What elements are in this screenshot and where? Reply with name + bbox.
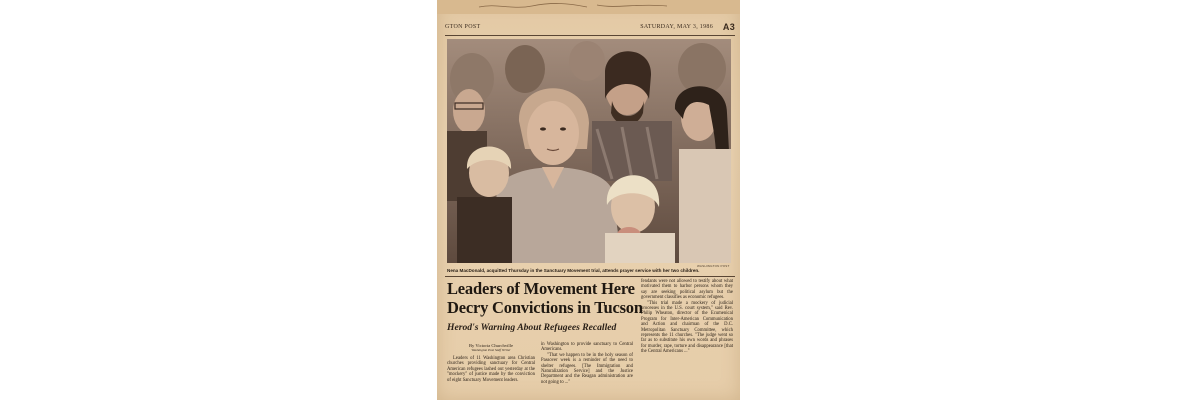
photo-credit: WASHINGTON POST [697, 264, 730, 268]
masthead-rule [445, 35, 735, 36]
headline-line-2: Decry Convictions in Tucson [447, 298, 643, 317]
handwritten-scribble [477, 1, 677, 11]
article-column-1 [447, 356, 535, 383]
col3-paragraph-2: "This trial made a mockery of judicial processes in the U.S. court system," said Rev. Philip Wheaton, director of the Ecumenical Program for Inter-American Communication and Action and chairman of the D.C. Metropolitan Sanctuary Committee, which represents the 11 churches. "The judge went so far as to substitute his own words and phrases for murder, rape, torture and disappearance [that the Central Americans ..." [641, 300, 733, 355]
headline-line-1: Leaders of Movement Here [447, 279, 635, 298]
byline-staff: Washington Post Staff Writer [471, 348, 511, 353]
masthead [445, 22, 735, 34]
photo-illustration [447, 39, 731, 263]
issue-date: SATURDAY, MAY 3, 1986 [640, 24, 713, 30]
article-column-3 [641, 279, 733, 355]
page-number: A3 [722, 22, 735, 32]
news-photo [447, 39, 731, 263]
subheadline: Herod's Warning About Refugees Recalled [447, 322, 617, 333]
col1-paragraph: Leaders of 11 Washington area Christian churches providing sanctuary for Central American refugees lashed out yesterday at the "mockery" of justice made by the conviction of eight Sanctuary Movement leaders. [447, 356, 535, 383]
caption-rule [445, 276, 735, 277]
col3-paragraph-1: fendants were not allowed to testify about what motivated them to harbor persons whom they say are seeking political asylum but the government classifies as economic refugees. [641, 279, 733, 301]
col2-paragraph-1: in Washington to provide sanctuary to Central Americans. [541, 342, 633, 353]
headline [447, 279, 643, 317]
byline [447, 343, 535, 353]
paper-name: GTON POST [445, 24, 481, 30]
photo-caption: Nena MacDonald, acquitted Thursday in the Sanctuary Movement trial, attends prayer service with her two children. [447, 268, 700, 273]
byline-author: By Victoria Churchville [468, 343, 514, 348]
article-column-2 [541, 342, 633, 385]
col2-paragraph-2: "That we happen to be in the holy season of Passover week is a reminder of the need to shelter refugees. [The Immigration and Naturalization Service] and the Justice Department and the Reagan administration are not going to ..." [541, 352, 633, 385]
newspaper-clipping [437, 0, 740, 400]
